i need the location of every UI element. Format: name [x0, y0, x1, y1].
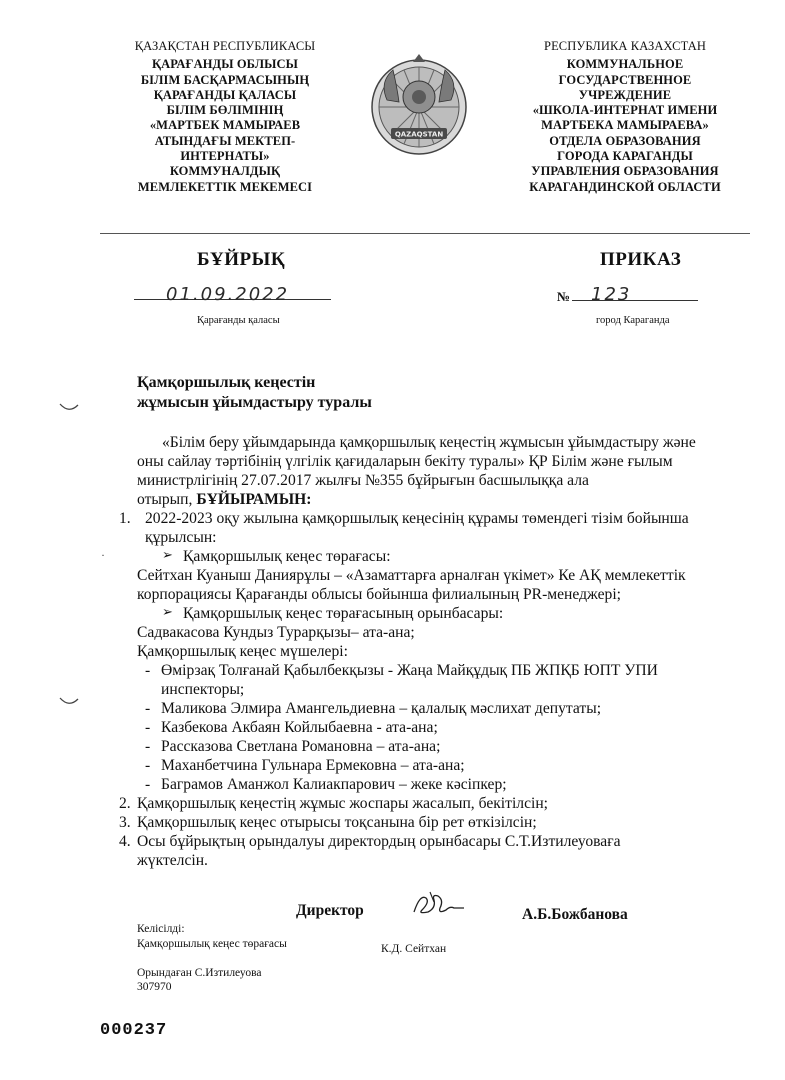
registration-stamp: 000237	[100, 1021, 168, 1040]
agreed-role: Қамқоршылық кеңес төрағасы	[137, 938, 287, 950]
chair-line-2: корпорациясы Қарағанды облысы бойынша филиалының PR-менеджері;	[137, 586, 621, 603]
order-title-ru: ПРИКАЗ	[600, 249, 682, 270]
member-dash: -	[145, 776, 151, 793]
handwritten-signature-icon	[410, 888, 470, 925]
preamble-line-3: министрлігінің 27.07.2017 жылғы №355 бұйрығын басшылыққа ала	[137, 472, 589, 489]
header-right-line: УПРАВЛЕНИЯ ОБРАЗОВАНИЯ	[531, 164, 719, 179]
item-1-line-2: құрылсын:	[145, 529, 217, 546]
header-left-line: ҚАРАҒАНДЫ ОБЛЫСЫ	[151, 57, 299, 72]
header-right-line: ГОСУДАРСТВЕННОЕ	[558, 72, 692, 87]
header-left	[110, 39, 340, 195]
member-1-line-1: Өмірзақ Толғанай Қабылбекқызы - Жаңа Майқұдық ПБ ЖПҚБ ЮПТ УПИ	[161, 662, 658, 679]
bullet-icon: ➢	[162, 548, 173, 563]
signature-name: А.Б.Божбанова	[522, 906, 628, 923]
header-left-line: АТЫНДАҒЫ МЕКТЕП-	[154, 133, 296, 148]
deputy-line: Садвакасова Кундыз Турарқызы– ата-ана;	[137, 624, 415, 641]
header-left-line: БІЛІМ БАСҚАРМАСЫНЫҢ	[140, 72, 310, 87]
agreed-label: Келісілді:	[137, 923, 185, 935]
preamble-line-1: «Білім беру ұйымдарында қамқоршылық кеңестің жұмысын ұйымдастыру және	[162, 434, 696, 451]
item-4-line-2: жүктелсін.	[137, 852, 208, 869]
order-number: 123	[591, 284, 632, 305]
preamble-line-2: оны сайлау тәртібінің үлгілік қағидаларын бекіту туралы» ҚР Білім және ғылым	[137, 453, 673, 470]
header-left-line: ҚАЗАҚСТАН РЕСПУБЛИКАСЫ	[134, 39, 316, 53]
member-2: Маликова Элмира Амангельдиевна – қалалық мәслихат депутаты;	[161, 700, 602, 717]
member-dash: -	[145, 738, 151, 755]
agreed-name: К.Д. Сейтхан	[381, 943, 447, 955]
subject-line-2: жұмысын ұйымдастыру туралы	[137, 394, 372, 411]
city-ru: город Караганда	[596, 315, 670, 326]
header-left-line: БІЛІМ БӨЛІМІНІҢ	[166, 103, 284, 118]
item-2-number: 2.	[119, 795, 131, 812]
member-4: Рассказова Светлана Романовна – ата-ана;	[161, 738, 441, 755]
member-dash: -	[145, 700, 151, 717]
executor-phone: 307970	[137, 981, 172, 993]
item-4-line-1: Осы бұйрықтың орындалуы директордың орынбасары С.Т.Изтилеуоваға	[137, 833, 621, 850]
chair-heading: Қамқоршылық кеңес төрағасы:	[183, 548, 391, 565]
header-right	[505, 39, 745, 195]
deputy-heading: Қамқоршылық кеңес төрағасының орынбасары:	[183, 605, 504, 622]
preamble-line-4	[137, 490, 311, 509]
header-left-line: «МАРТБЕК МАМЫРАЕВ	[149, 118, 301, 133]
margin-dot: ·	[101, 548, 105, 562]
order-verb: БҰЙЫРАМЫН:	[196, 491, 312, 508]
header-right-line: КАРАГАНДИНСКОЙ ОБЛАСТИ	[529, 179, 721, 194]
header-right-line: КОММУНАЛЬНОЕ	[566, 57, 684, 72]
item-4-number: 4.	[119, 833, 131, 850]
header-divider	[100, 233, 750, 234]
item-1-line-1: 2022-2023 оқу жылына қамқоршылық кеңесінің құрамы төмендегі тізім бойынша	[145, 510, 689, 527]
header-left-line: ИНТЕРНАТЫ»	[180, 149, 270, 164]
header-right-line: ГОРОДА КАРАГАНДЫ	[557, 149, 693, 164]
item-1-number: 1.	[119, 510, 131, 527]
chair-line-1: Сейтхан Куаныш Даниярұлы – «Азаматтарға арналған үкімет» Ке АҚ мемлекеттік	[137, 567, 686, 584]
header-left-line: МЕМЛЕКЕТТІК МЕКЕМЕСІ	[137, 179, 313, 194]
header-left-line: ҚАРАҒАНДЫ ҚАЛАСЫ	[153, 87, 297, 102]
item-3: Қамқоршылық кеңес отырысы тоқсанына бір рет өткізілсін;	[137, 814, 537, 831]
margin-mark-bottom	[58, 694, 80, 713]
order-title-kz: БҰЙРЫҚ	[197, 249, 286, 270]
margin-mark-top	[58, 400, 80, 419]
emblem-label: QAZAQSTAN	[394, 130, 444, 139]
order-date: 01.09.2022	[166, 284, 290, 305]
header-right-line: «ШКОЛА-ИНТЕРНАТ ИМЕНИ	[532, 103, 718, 118]
member-dash: -	[145, 757, 151, 774]
members-heading: Қамқоршылық кеңес мүшелері:	[137, 643, 348, 660]
state-emblem-icon	[369, 52, 469, 162]
executor: Орындаған С.Изтилеуова	[137, 967, 262, 979]
member-dash: -	[145, 662, 151, 679]
subject-line-1: Қамқоршылық кеңестін	[137, 374, 316, 391]
header-right-line: УЧРЕЖДЕНИЕ	[578, 87, 672, 102]
header-right-line: МАРТБЕКА МАМЫРАЕВА»	[541, 118, 709, 133]
member-5: Маханбетчина Гульнара Ермековна – ата-ана;	[161, 757, 465, 774]
header-right-line: ОТДЕЛА ОБРАЗОВАНИЯ	[549, 133, 701, 148]
preamble-text: отырып,	[137, 491, 197, 508]
member-dash: -	[145, 719, 151, 736]
header-left-line: КОММУНАЛДЫҚ	[169, 164, 281, 179]
item-3-number: 3.	[119, 814, 131, 831]
bullet-icon: ➢	[162, 605, 173, 620]
signature-role: Директор	[296, 902, 364, 919]
city-kz: Қарағанды қаласы	[197, 315, 280, 326]
member-1-line-2: инспекторы;	[161, 681, 245, 698]
header-right-line: РЕСПУБЛИКА КАЗАХСТАН	[544, 39, 706, 53]
member-3: Казбекова Акбаян Койлыбаевна - ата-ана;	[161, 719, 438, 736]
number-prefix: №	[557, 289, 571, 304]
order-subject	[137, 373, 372, 413]
member-6: Баграмов Аманжол Калиакпарович – жеке кәсіпкер;	[161, 776, 507, 793]
item-2: Қамқоршылық кеңестің жұмыс жоспары жасалып, бекітілсін;	[137, 795, 549, 812]
